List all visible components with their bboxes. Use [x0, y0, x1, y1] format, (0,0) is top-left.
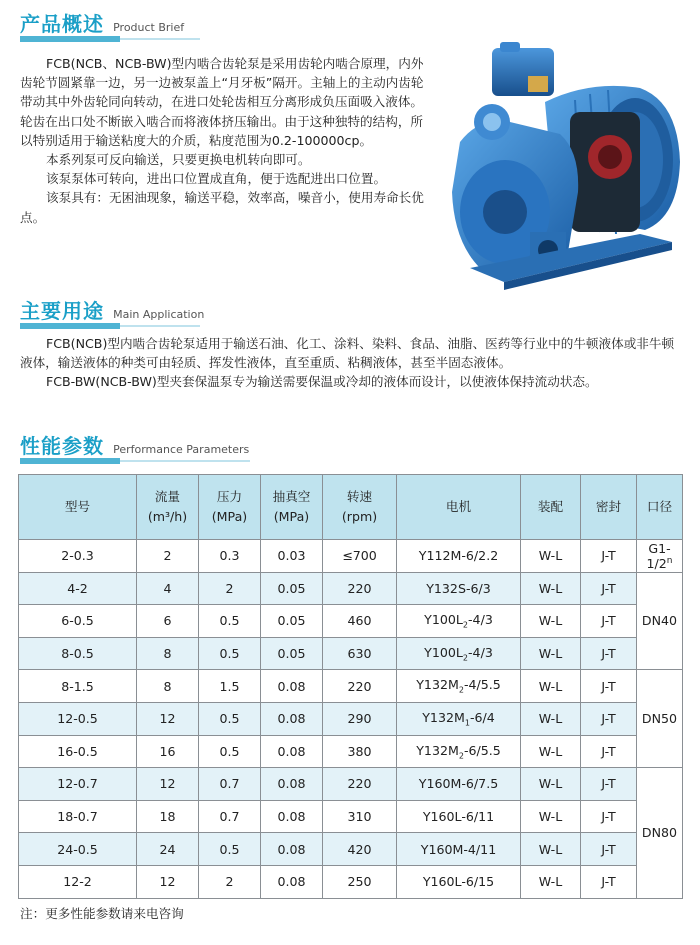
gear-pump-product-image [440, 42, 685, 290]
cell-speed: 220 [323, 670, 397, 703]
column-header-flow: 流量 (m³/h) [137, 475, 199, 540]
table-row [19, 670, 683, 703]
cell-seal: J-T [581, 865, 637, 898]
cell-pressure: 2 [199, 572, 261, 605]
cell-speed: 250 [323, 865, 397, 898]
cell-assembly: W-L [521, 865, 581, 898]
cell-flow: 12 [137, 768, 199, 801]
column-header-seal: 密封 [581, 475, 637, 540]
cell-model: 16-0.5 [19, 735, 137, 768]
cell-pressure: 0.5 [199, 735, 261, 768]
cell-speed: 630 [323, 637, 397, 670]
main-application-text [20, 334, 684, 392]
cell-assembly: W-L [521, 702, 581, 735]
column-header-vacuum: 抽真空 (MPa) [261, 475, 323, 540]
cell-vacuum: 0.08 [261, 833, 323, 866]
performance-title-zh: 性能参数 [20, 434, 104, 458]
cell-model: 12-0.7 [19, 768, 137, 801]
main-application-title-zh: 主要用途 [20, 299, 104, 323]
cell-motor: $Y100L_2-4/3$ [397, 637, 521, 670]
table-row [19, 735, 683, 768]
cell-speed: 420 [323, 833, 397, 866]
cell-motor: Y160L-6/11 [397, 800, 521, 833]
cell-seal: J-T [581, 702, 637, 735]
footnote: 注：更多性能参数请来电咨询 [20, 906, 184, 921]
cell-vacuum: 0.08 [261, 702, 323, 735]
cell-port-size: DN40 [637, 572, 683, 670]
cell-flow: 4 [137, 572, 199, 605]
cell-flow: 8 [137, 637, 199, 670]
brief-paragraph: 该泵泵体可转向，进出口位置成直角，便于选配进出口位置。 [46, 171, 387, 187]
cell-assembly: W-L [521, 637, 581, 670]
cell-seal: J-T [581, 540, 637, 573]
cell-vacuum: 0.05 [261, 637, 323, 670]
cell-model: 12-2 [19, 865, 137, 898]
cell-vacuum: 0.03 [261, 540, 323, 573]
cell-model: 8-0.5 [19, 637, 137, 670]
cell-vacuum: 0.05 [261, 605, 323, 638]
cell-model: 18-0.7 [19, 800, 137, 833]
cell-flow: 2 [137, 540, 199, 573]
brief-paragraph: 该泵具有：无困油现象，输送平稳，效率高，噪音小，使用寿命长优点。 [20, 190, 424, 225]
cell-motor: Y160M-6/7.5 [397, 768, 521, 801]
heading-underline [20, 323, 120, 329]
cell-pressure: 1.5 [199, 670, 261, 703]
cell-assembly: W-L [521, 833, 581, 866]
cell-model: 2-0.3 [19, 540, 137, 573]
cell-model: 8-1.5 [19, 670, 137, 703]
cell-motor: $Y100L_2-4/3$ [397, 605, 521, 638]
cell-motor: Y112M-6/2.2 [397, 540, 521, 573]
column-header-speed: 转速 (rpm) [323, 475, 397, 540]
heading-underline-fade [120, 38, 200, 40]
cell-seal: J-T [581, 605, 637, 638]
cell-pressure: 0.5 [199, 637, 261, 670]
table-header-row [19, 475, 683, 540]
coupling-guard [570, 112, 640, 232]
table-row [19, 702, 683, 735]
cell-pressure: 0.5 [199, 833, 261, 866]
cell-model: 4-2 [19, 572, 137, 605]
cell-speed: 290 [323, 702, 397, 735]
cell-speed: 380 [323, 735, 397, 768]
column-header-port: 口径 [637, 475, 683, 540]
performance-heading [20, 430, 249, 458]
cell-motor: Y132S-6/3 [397, 572, 521, 605]
cell-model: 6-0.5 [19, 605, 137, 638]
cell-vacuum: 0.05 [261, 572, 323, 605]
cell-flow: 8 [137, 670, 199, 703]
cell-motor: $Y132M_1-6/4$ [397, 702, 521, 735]
column-header-assembly: 装配 [521, 475, 581, 540]
column-header-motor: 电机 [397, 475, 521, 540]
cell-vacuum: 0.08 [261, 865, 323, 898]
table-row [19, 833, 683, 866]
cell-flow: 12 [137, 865, 199, 898]
cell-speed: 220 [323, 572, 397, 605]
cell-vacuum: 0.08 [261, 670, 323, 703]
table-row [19, 768, 683, 801]
table-row [19, 572, 683, 605]
cell-assembly: W-L [521, 735, 581, 768]
cell-pressure: 0.7 [199, 768, 261, 801]
cell-pressure: 0.5 [199, 702, 261, 735]
performance-table [18, 474, 683, 899]
cell-motor: Y160L-6/15 [397, 865, 521, 898]
cell-motor: $Y132M_2-4/5.5$ [397, 670, 521, 703]
product-brief-heading [20, 8, 184, 36]
cell-flow: 12 [137, 702, 199, 735]
cell-pressure: 0.5 [199, 605, 261, 638]
cell-speed: 310 [323, 800, 397, 833]
main-application-heading [20, 295, 204, 323]
cell-vacuum: 0.08 [261, 800, 323, 833]
product-brief-title-zh: 产品概述 [20, 12, 104, 36]
cell-port-size: DN50 [637, 670, 683, 768]
cell-seal: J-T [581, 833, 637, 866]
cell-port-size: DN80 [637, 768, 683, 898]
cell-flow: 18 [137, 800, 199, 833]
cell-seal: J-T [581, 637, 637, 670]
cell-seal: J-T [581, 800, 637, 833]
application-paragraph: FCB-BW(NCB-BW)型夹套保温泵专为输送需要保温或冷却的液体而设计，以使液体保持流动状态。 [46, 374, 598, 390]
cell-vacuum: 0.08 [261, 768, 323, 801]
terminal-box [492, 42, 554, 96]
performance-title-en: Performance Parameters [113, 443, 250, 456]
brief-paragraph: FCB(NCB、NCB-BW)型内啮合齿轮泵是采用齿轮内啮合原理，内外齿轮节圆紧靠一边，另一边被泵盖上“月牙板”隔开。主轴上的主动内齿轮带动其中外齿轮同向转动，在进口处轮齿相互分离形成负压面吸入液体。轮齿在出口处不断嵌入啮合而将液体挤压输出。由于这种独特的结构，所以特别适用于输送粘度大的介质，粘度范围为0.2-100000cp。 [20, 56, 424, 148]
cell-pressure: 2 [199, 865, 261, 898]
cell-assembly: W-L [521, 670, 581, 703]
performance-table-body [19, 540, 683, 899]
cell-seal: J-T [581, 735, 637, 768]
cell-speed: ≤700 [323, 540, 397, 573]
cell-assembly: W-L [521, 540, 581, 573]
cell-seal: J-T [581, 670, 637, 703]
cell-model: 24-0.5 [19, 833, 137, 866]
cell-speed: 220 [323, 768, 397, 801]
cell-assembly: W-L [521, 768, 581, 801]
cell-flow: 16 [137, 735, 199, 768]
cell-motor: Y160M-4/11 [397, 833, 521, 866]
heading-underline-fade [120, 325, 200, 327]
cell-flow: 24 [137, 833, 199, 866]
cell-assembly: W-L [521, 605, 581, 638]
cell-port-size: G1-1/2$^n$ [637, 540, 683, 573]
cell-seal: J-T [581, 572, 637, 605]
main-application-title-en: Main Application [113, 308, 205, 321]
heading-underline [20, 458, 120, 464]
application-paragraph: FCB(NCB)型内啮合齿轮泵适用于输送石油、化工、涂料、染料、食品、油脂、医药等行业中的牛顿液体或非牛顿液体，输送液体的种类可由轻质、挥发性液体，直至重质、粘稠液体，甚至半固态液体。 [20, 336, 675, 371]
cell-assembly: W-L [521, 800, 581, 833]
table-row [19, 800, 683, 833]
heading-underline-fade [120, 460, 250, 462]
cell-pressure: 0.7 [199, 800, 261, 833]
cell-pressure: 0.3 [199, 540, 261, 573]
column-header-model: 型号 [19, 475, 137, 540]
heading-underline [20, 36, 120, 42]
brief-paragraph: 本系列泵可反向输送，只要更换电机转向即可。 [46, 152, 311, 168]
product-brief-text [20, 54, 430, 227]
cell-flow: 6 [137, 605, 199, 638]
table-row [19, 605, 683, 638]
table-row [19, 540, 683, 573]
cell-vacuum: 0.08 [261, 735, 323, 768]
cell-seal: J-T [581, 768, 637, 801]
table-row [19, 637, 683, 670]
cell-assembly: W-L [521, 572, 581, 605]
product-brief-title-en: Product Brief [113, 21, 185, 34]
column-header-pressure: 压力 (MPa) [199, 475, 261, 540]
cell-speed: 460 [323, 605, 397, 638]
cell-model: 12-0.5 [19, 702, 137, 735]
cell-motor: $Y132M_2-6/5.5$ [397, 735, 521, 768]
table-row [19, 865, 683, 898]
